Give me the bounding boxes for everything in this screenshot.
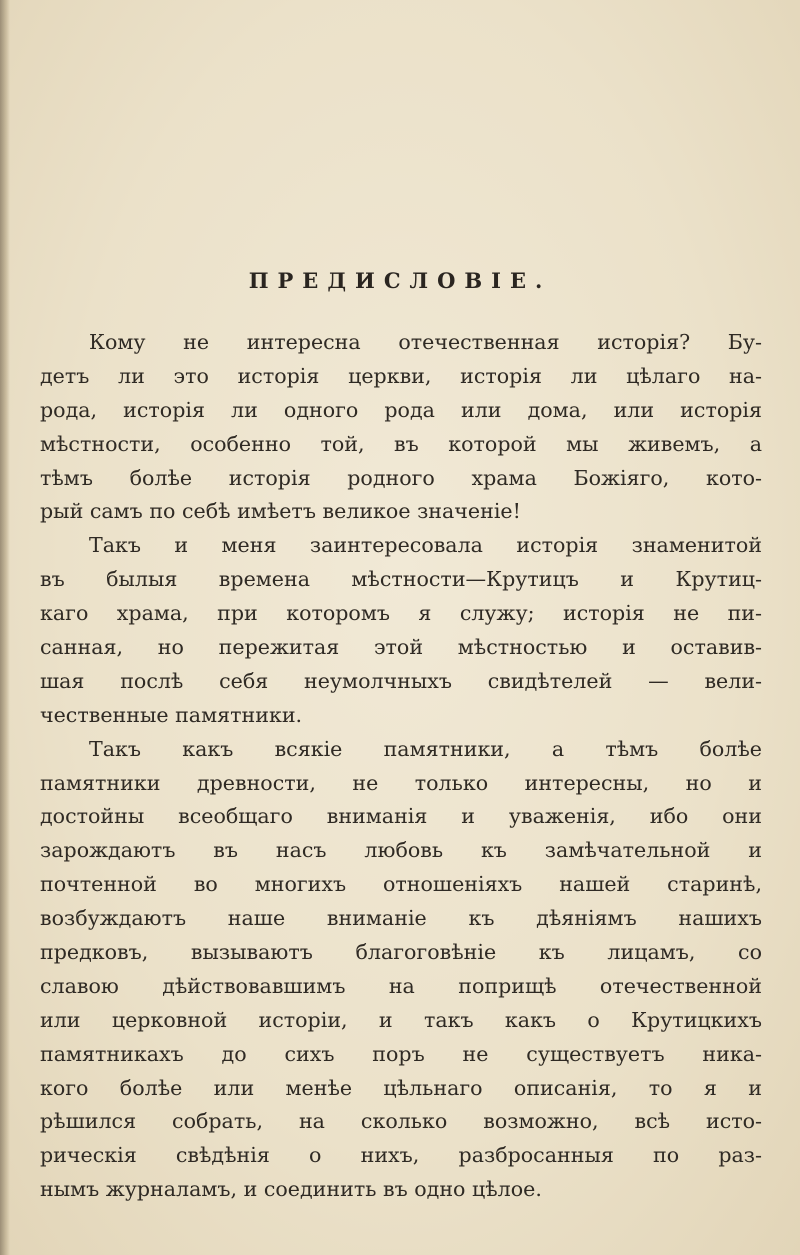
text-line: Кому не интересна отечественная исторія? Бу- xyxy=(89,330,762,354)
text-line: почтенной во многихъ отношеніяхъ нашей старинѣ, xyxy=(40,872,762,897)
text-line: рѣшился собрать, на сколько возможно, всѣ исто- xyxy=(40,1109,762,1134)
text-line: шая послѣ себя неумолчныхъ свидѣтелей — вели- xyxy=(40,668,762,693)
text-line: мѣстности, особенно той, въ которой мы живемъ, а xyxy=(40,431,762,456)
text-line: памятникахъ до сихъ поръ не существуетъ ника- xyxy=(40,1041,762,1066)
text-line: достойны всеобщаго вниманія и уваженія, ибо они xyxy=(40,804,762,829)
paragraph-1 xyxy=(40,326,762,529)
body-text xyxy=(40,326,762,1207)
text-line: санная, но пережитая этой мѣстностью и оставив- xyxy=(40,635,762,660)
text-line: или церковной исторіи, и такъ какъ о Крутицкихъ xyxy=(40,1007,762,1032)
text-line: славою дѣйствовавшимъ на поприщѣ отечественной xyxy=(40,973,762,998)
text-line: памятники древности, не только интересны, но и xyxy=(40,770,762,795)
paragraph-3 xyxy=(40,733,762,1207)
page-title: ПРЕДИСЛОВІЕ. xyxy=(248,268,552,293)
text-line: рическія свѣдѣнія о нихъ, разбросанныя по раз- xyxy=(40,1143,762,1168)
text-line: рода, исторія ли одного рода или дома, или исторія xyxy=(40,397,762,422)
page-binding-edge xyxy=(0,0,10,1255)
text-line: рый самъ по себѣ имѣетъ великое значеніе! xyxy=(40,499,521,524)
text-line: детъ ли это исторія церкви, исторія ли цѣлаго на- xyxy=(40,363,762,388)
text-line: нымъ журналамъ, и соединить въ одно цѣлое. xyxy=(40,1177,542,1202)
text-line: возбуждаютъ наше вниманіе къ дѣяніямъ нашихъ xyxy=(40,906,762,931)
paragraph-2 xyxy=(40,529,762,732)
text-line: предковъ, вызываютъ благоговѣніе къ лицамъ, со xyxy=(40,940,762,965)
text-line: чественные памятники. xyxy=(40,702,303,727)
text-line: Такъ и меня заинтересовала исторія знаменитой xyxy=(89,533,762,558)
text-line: Такъ какъ всякіе памятники, а тѣмъ болѣе xyxy=(89,736,762,761)
text-line: кого болѣе или менѣе цѣльнаго описанія, то я и xyxy=(40,1075,762,1100)
text-line: каго храма, при которомъ я служу; исторія не пи- xyxy=(40,601,762,626)
text-line: тѣмъ болѣе исторія родного храма Божіяго, кото- xyxy=(40,465,762,490)
text-line: въ былыя времена мѣстности—Крутицъ и Крутиц- xyxy=(40,567,762,592)
text-line: зарождаютъ въ насъ любовь къ замѣчательной и xyxy=(40,838,762,863)
